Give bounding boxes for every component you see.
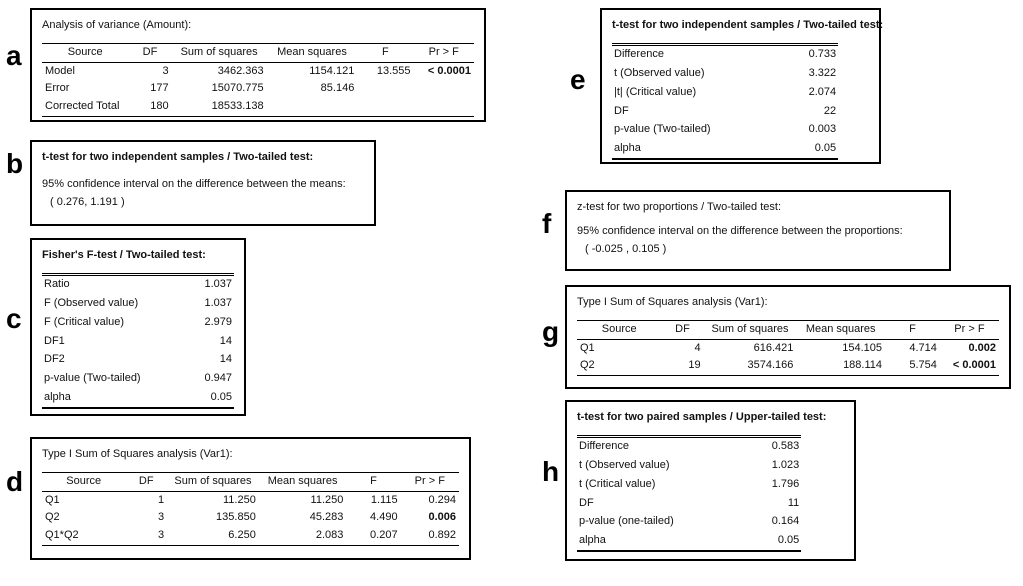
row-label: DF2 [44,353,65,366]
cell-value: 0.892 [401,527,459,545]
row-label: Model [45,64,75,77]
table-header-row [42,43,474,62]
panel-f-ci-interval: ( -0.025 , 0.105 ) [585,242,667,255]
cell-value: 4 [694,341,701,354]
cell-value: 3 [157,511,165,524]
row-label: p-value (one-tailed) [579,515,674,528]
panel-h-title: t-test for two paired samples / Upper-tailed test: [577,411,827,423]
panel-label-c: c [6,303,22,334]
cell-value: 14 [219,334,232,347]
table-row [42,98,474,116]
panel-label-b: b [6,148,24,179]
cell-value: 22 [823,104,837,117]
cell-value: 135.850 [216,511,256,524]
cell-value: 1.796 [771,477,800,490]
cell-value [413,98,474,116]
cell-value: 2.083 [259,527,347,545]
table-row [42,388,234,408]
column-header: Pr > F [413,43,474,62]
cell-value: < 0.0001 [427,64,471,77]
cell-value: 0.733 [808,48,837,61]
panel-g-title: Type I Sum of Squares analysis (Var1): [577,296,768,308]
cell-value: 3574.166 [704,357,797,375]
row-label: |t| (Critical value) [614,85,697,98]
cell-value: 1.115 [370,493,398,506]
column-header: DF [661,320,703,339]
panel-c-ftest-table [42,273,234,409]
cell-value: 11.250 [222,493,256,506]
cell-value [267,98,358,116]
cell-value: 15070.775 [211,82,264,95]
table-row [42,313,234,332]
panel-label-h: h [542,456,560,487]
cell-value: 13.555 [376,64,411,77]
cell-value: 4.490 [370,511,398,524]
row-label: Corrected Total [42,98,128,116]
row-label: alpha [577,532,747,552]
cell-value: 154.105 [842,341,883,354]
row-label: alpha [612,140,784,160]
column-header: Pr > F [401,472,459,491]
column-header: Source [42,472,125,491]
cell-value: 2.074 [808,85,837,98]
panel-g-anova-table [577,320,999,376]
column-header: F [346,472,400,491]
row-label: Q2 [45,511,60,524]
panel-label-e: e [570,64,586,95]
table-row [577,513,801,532]
table-row [612,44,838,64]
panel-label-g: g [542,316,560,347]
row-label: Q1 [580,341,595,354]
table-row [42,491,459,509]
table-row [577,494,801,513]
column-header: F [885,320,940,339]
cell-value: 0.294 [428,493,456,506]
table-row [577,436,801,456]
row-label: Ratio [44,278,70,291]
cell-value: 3.322 [808,67,837,79]
column-header: Pr > F [940,320,999,339]
panel-b-ci-interval: ( 0.276, 1.191 ) [50,195,125,208]
table-header-row [577,320,999,339]
table-row [577,357,999,375]
row-label: Q1*Q2 [42,527,125,545]
table-row [42,80,474,98]
cell-value: 6.250 [167,527,259,545]
panel-e-title: t-test for two independent samples / Two-tailed test: [612,19,884,31]
cell-value: 177 [150,82,169,95]
panel-f-title: z-test for two proportions / Two-tailed test: [577,201,781,213]
column-header: DF [125,472,167,491]
table-row [612,140,838,160]
panel-d-anova-table [42,472,459,546]
table-row [577,339,999,357]
cell-value: 4.714 [909,341,937,354]
table-row [42,351,234,370]
row-label: Difference [579,440,629,453]
panel-a-title: Analysis of variance (Amount): [42,19,192,31]
row-label: Q2 [577,357,661,375]
panel-d-title: Type I Sum of Squares analysis (Var1): [42,448,233,460]
row-label: Difference [614,48,664,61]
row-label: p-value (Two-tailed) [614,123,711,136]
panel-c-ftest-box [30,238,246,416]
table-row [42,332,234,351]
table-row [612,102,838,121]
cell-value: 3 [162,64,169,77]
cell-value: 0.947 [204,372,232,384]
panel-c-title: Fisher's F-test / Two-tailed test: [42,249,206,261]
cell-value: 0.583 [771,440,800,453]
cell-value: 18533.138 [172,98,267,116]
panel-label-a: a [6,40,22,71]
cell-value [413,80,474,98]
row-label: t (Observed value) [614,67,705,79]
table-row [612,83,838,102]
cell-value: 0.05 [784,140,838,160]
panel-a-anova-table [42,43,474,117]
table-header-row [42,472,459,491]
panel-label-f: f [542,208,552,239]
column-header: Mean squares [796,320,885,339]
cell-value: 0.05 [747,532,801,552]
table-row [612,65,838,84]
table-row [42,62,474,80]
row-label: F (Observed value) [44,297,139,309]
panel-b-ttest-box [30,140,376,226]
cell-value: 0.006 [428,511,456,524]
column-header: Sum of squares [172,43,267,62]
table-row [42,274,234,294]
table-row [577,475,801,494]
cell-value: 0.05 [188,388,234,408]
panel-h-ttest-table [577,435,801,553]
cell-value [357,98,413,116]
panel-f-ci-text: 95% confidence interval on the difference between the proportions: [577,224,903,237]
cell-value: 0.207 [346,527,400,545]
cell-value: 3462.363 [217,64,264,77]
cell-value: < 0.0001 [940,357,999,375]
column-header: Mean squares [267,43,358,62]
column-header: Sum of squares [704,320,797,339]
cell-value: 5.754 [885,357,940,375]
cell-value: 45.283 [309,511,344,524]
cell-value: 3 [125,527,167,545]
row-label: F (Critical value) [44,315,125,328]
panel-g-anova-box [565,285,1011,389]
cell-value: 0.002 [968,341,996,354]
panel-f-ztest-box [565,190,951,271]
panel-label-d: d [6,466,24,497]
cell-value: 2.979 [204,315,232,328]
column-header: F [357,43,413,62]
row-label: DF [579,496,594,509]
panel-h-ttest-box [565,400,856,561]
row-label: Q1 [45,493,60,506]
table-row [42,509,459,527]
panel-e-ttest-table [612,43,838,161]
table-row [577,532,801,552]
cell-value: 0.003 [808,123,837,136]
cell-value: 19 [661,357,703,375]
cell-value: 1.023 [771,459,800,471]
cell-value: 1.037 [204,278,232,291]
panel-b-ci-text: 95% confidence interval on the difference between the means: [42,177,346,190]
row-label: alpha [42,388,188,408]
cell-value: 85.146 [320,82,355,95]
column-header: DF [128,43,171,62]
cell-value: 188.114 [796,357,885,375]
row-label: DF1 [44,334,65,347]
cell-value: 616.421 [753,341,794,354]
column-header: Mean squares [259,472,347,491]
panel-a-anova-box [30,8,486,122]
row-label: DF [614,104,629,117]
column-header: Source [42,43,128,62]
column-header: Source [577,320,661,339]
cell-value: 11.250 [310,493,344,506]
column-header: Sum of squares [167,472,259,491]
row-label: Error [45,82,70,95]
table-row [577,457,801,476]
cell-value: 11 [787,496,800,509]
table-row [612,121,838,140]
panel-d-anova-box [30,437,471,560]
cell-value: 14 [219,353,232,366]
table-row [42,527,459,545]
table-row [42,295,234,314]
table-row [42,370,234,389]
cell-value: 1 [157,493,165,506]
panel-e-ttest-box [600,8,884,164]
cell-value: 0.164 [771,515,800,528]
panel-b-title: t-test for two independent samples / Two-tailed test: [42,151,314,163]
cell-value: 180 [128,98,171,116]
cell-value: 1154.121 [309,64,355,77]
cell-value: 1.037 [204,297,232,309]
row-label: t (Critical value) [579,477,656,490]
cell-value [357,80,413,98]
row-label: t (Observed value) [579,459,670,471]
row-label: p-value (Two-tailed) [44,372,141,384]
